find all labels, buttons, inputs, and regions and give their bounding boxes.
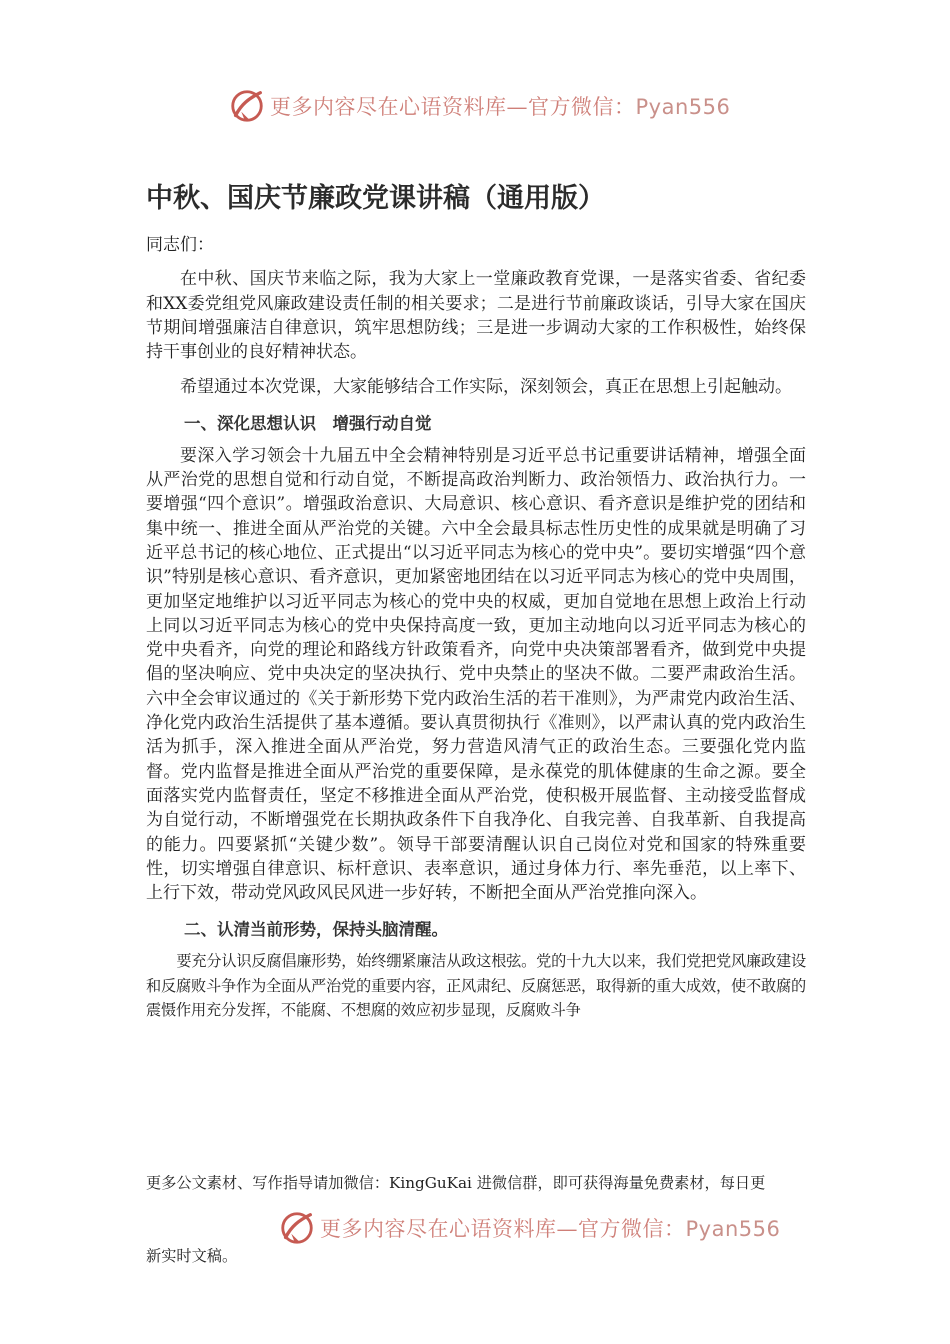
section-2-body: 要充分认识反腐倡廉形势，始终绷紧廉洁从政这根弦。党的十九大以来，我们党把党风廉政建设和反腐败斗争作为全面从严治党的重要内容，正风肃纪、反腐惩恶，取得新的重大成效，使不敢腐的震慑作用充分发挥，不能腐、不想腐的效应初步显现，反腐败斗争 [146,952,806,1020]
footer-line-1: 更多公文素材、写作指导请加微信：KingGuKai 进微信群，即可获得海量免费素材，每日更 [146,1174,766,1192]
watermark-text: 更多内容尽在心语资料库—官方微信：Pyan556 [270,95,731,119]
watermark-banner-bottom [278,1208,798,1248]
document-body [146,233,806,1023]
section-1-body: 要深入学习领会十九届五中全会精神特别是习近平总书记重要讲话精神，增强全面从严治党的思想自觉和行动自觉，不断提高政治判断力、政治领悟力、政治执行力。一要增强“四个意识”。增强政治意识、大局意识、核心意识、看齐意识是维护党的团结和集中统一、推进全面从严治党的关键。六中全会最具标志性历史性的成果就是明确了习近平总书记的核心地位、正式提出“以习近平同志为核心的党中央”。要切实增强“四个意识”特别是核心意识、看齐意识，更加紧密地团结在以习近平同志为核心的党中央周围，更加坚定地维护以习近平同志为核心的党中央的权威，更加自觉地在思想上政治上行动上同以习近平同志为核心的党中央保持高度一致，更加主动地向以习近平同志为核心的党中央看齐，向党的理论和路线方针政策看齐，向党中央决策部署看齐，做到党中央提倡的坚决响应、党中央决定的坚决执行、党中央禁止的坚决不做。二要严肃政治生活。六中全会审议通过的《关于新形势下党内政治生活的若干准则》，为严肃党内政治生活、净化党内政治生活提供了基本遵循。要认真贯彻执行《准则》，以严肃认真的党内政治生活为抓手，深入推进全面从严治党，努力营造风清气正的政治生态。三要强化党内监督。党内监督是推进全面从严治党的重要保障，是永葆党的肌体健康的生命之源。要全面落实党内监督责任，坚定不移推进全面从严治党，使积极开展监督、主动接受监督成为自觉行动，不断增强党在长期执政条件下自我净化、自我完善、自我革新、自我提高的能力。四要紧抓“关键少数”。领导干部要清醒认识自己岗位对党和国家的特殊重要性，切实增强自律意识、标杆意识、表率意识，通过身体力行、率先垂范，以上率下、上行下效，带动党风政风民风进一步好转，不断把全面从严治党推向深入。 [146,445,806,904]
intro-paragraph-1: 在中秋、国庆节来临之际，我为大家上一堂廉政教育党课，一是落实省委、省纪委和XX委党组党风廉政建设责任制的相关要求；二是进行节前廉政谈话，引导大家在国庆节期间增强廉洁自律意识，筑牢思想防线；三是进一步调动大家的工作积极性，始终保持干事创业的良好精神状态。 [146,269,806,363]
greeting: 同志们： [146,235,214,255]
section-1-heading: 一、深化思想认识 增强行动自觉 [183,413,432,433]
footer-line-2: 新实时文稿。 [146,1247,238,1265]
logo-icon [278,1209,316,1247]
intro-paragraph-2: 希望通过本次党课，大家能够结合工作实际，深刻领会，真正在思想上引起触动。 [180,377,792,398]
watermark-banner-top [228,86,748,126]
logo-icon [228,87,266,125]
section-2-heading: 二、认清当前形势，保持头脑清醒。 [183,920,448,940]
watermark-text: 更多内容尽在心语资料库—官方微信：Pyan556 [320,1217,781,1241]
document-title: 中秋、国庆节廉政党课讲稿（通用版） [146,183,605,214]
